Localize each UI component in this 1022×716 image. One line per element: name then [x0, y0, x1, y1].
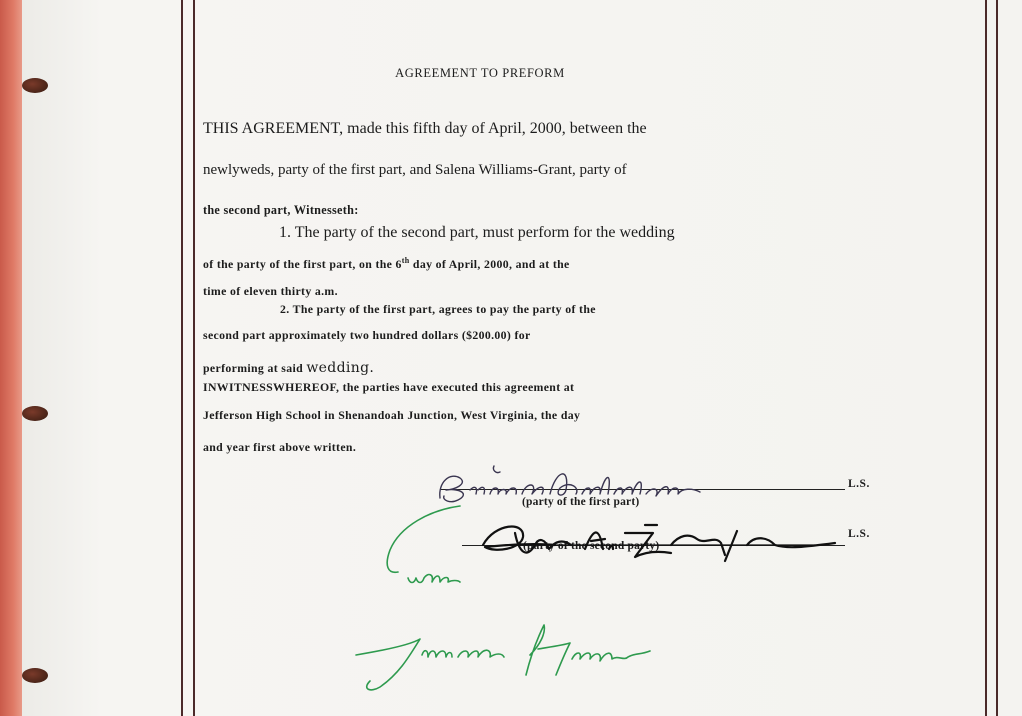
clause-1-line — [203, 256, 570, 272]
paper-sheet — [22, 0, 1022, 716]
witness-line: INWITNESSWHEREOF, the parties have executed this agreement at — [203, 380, 575, 394]
document-title: AGREEMENT TO PREFORM — [395, 66, 565, 80]
paragraph-line: THIS AGREEMENT, made this fifth day of April, 2000, between the — [203, 120, 647, 137]
clause-1-line: time of eleven thirty a.m. — [203, 284, 338, 298]
clause-1-text: of the party of the first part, on the 6 — [203, 256, 402, 271]
clause-2-line: second part approximately two hundred dollars ($200.00) for — [203, 328, 531, 342]
clause-2-line — [203, 360, 374, 376]
ordinal-suffix: th — [401, 256, 410, 265]
second-party-signature — [475, 515, 845, 567]
punch-hole — [22, 78, 48, 93]
clause-1-text: day of April, 2000, and at the — [409, 256, 570, 271]
clause-2-handwritten-word: wedding. — [306, 360, 375, 376]
margin-rule-left — [193, 0, 195, 716]
margin-rule-right — [996, 0, 998, 716]
first-party-signature — [430, 460, 770, 505]
witness-line: and year first above written. — [203, 440, 357, 454]
punch-hole — [22, 668, 48, 683]
punch-hole — [22, 406, 48, 421]
ls-label: L.S. — [848, 478, 870, 490]
clause-2-text: performing at said — [203, 361, 307, 375]
paragraph-line: the second part, Witnesseth: — [203, 203, 359, 217]
binder-strip — [0, 0, 22, 716]
clause-2-line: 2. The party of the first part, agrees to pay the party of the — [280, 302, 596, 316]
clause-1-line: 1. The party of the second part, must perform for the wedding — [279, 224, 675, 241]
paragraph-line: newlyweds, party of the first part, and Salena Williams-Grant, party of — [203, 162, 627, 178]
green-bracket-annotation — [380, 500, 490, 590]
ls-label: L.S. — [848, 528, 870, 540]
second-party-caption: (party of the second party) — [523, 540, 660, 552]
margin-rule-right — [985, 0, 987, 716]
green-handwritten-name — [350, 615, 690, 695]
witness-line: Jefferson High School in Shenandoah Junction, West Virginia, the day — [203, 408, 581, 422]
first-party-caption: (party of the first part) — [522, 496, 640, 508]
margin-rule-left — [181, 0, 183, 716]
